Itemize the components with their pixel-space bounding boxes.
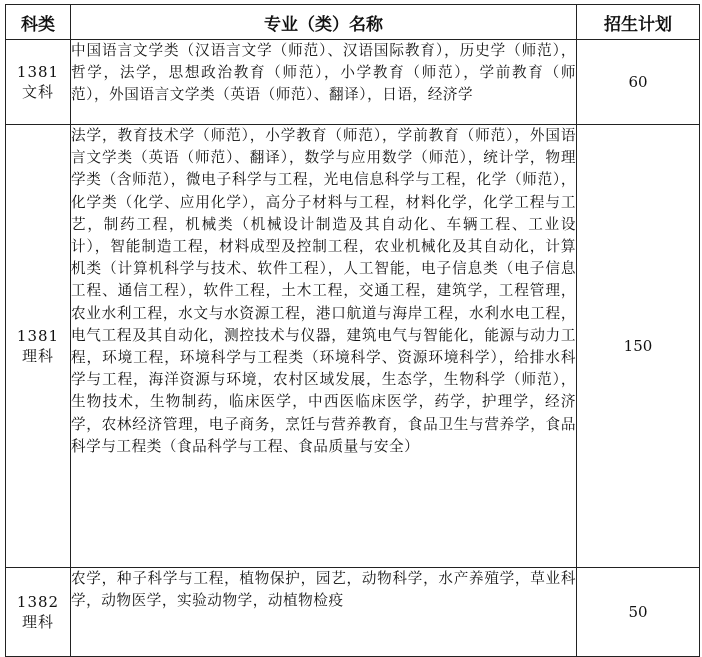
category-cell	[6, 40, 71, 125]
table-row	[6, 125, 700, 568]
majors-cell: 农学，种子科学与工程，植物保护，园艺，动物科学，水产养殖学，草业科学，动物医学，实验动物学，动植物检疫	[71, 568, 577, 657]
category-name: 文科	[21, 83, 54, 101]
category-cell	[6, 125, 71, 568]
header-major: 专业（类）名称	[71, 5, 577, 40]
category-cell	[6, 568, 71, 657]
plan-cell: 60	[577, 40, 700, 125]
category-name: 理科	[21, 347, 54, 365]
category-code: 1381	[16, 63, 60, 81]
plan-cell: 150	[577, 125, 700, 568]
plan-cell: 50	[577, 568, 700, 657]
enrollment-plan-table	[5, 4, 700, 657]
header-row	[6, 5, 700, 40]
category-code: 1382	[16, 593, 60, 611]
header-plan: 招生计划	[577, 5, 700, 40]
table-row	[6, 40, 700, 125]
category-code: 1381	[16, 327, 60, 345]
majors-cell: 中国语言文学类（汉语言文学（师范）、汉语国际教育），历史学（师范），哲学，法学，思想政治教育（师范），小学教育（师范），学前教育（师范），外国语言文学类（英语（师范）、翻译），日语，经济学	[71, 40, 577, 125]
category-name: 理科	[21, 613, 54, 631]
table-row	[6, 568, 700, 657]
header-category: 科类	[6, 5, 71, 40]
majors-cell: 法学，教育技术学（师范），小学教育（师范），学前教育（师范），外国语言文学类（英语（师范）、翻译），数学与应用数学（师范），统计学，物理学类（含师范），微电子科学与工程，光电信息科学与工程，化学（师范），化学类（化学、应用化学），高分子材料与工程，材料化学，化学工程与工艺，制药工程，机械类（机械设计制造及其自动化、车辆工程、工业设计），智能制造工程，材料成型及控制工程，农业机械化及其自动化，计算机类（计算机科学与技术、软件工程），人工智能，电子信息类（电子信息工程、通信工程），软件工程，土木工程，交通工程，建筑学，工程管理，农业水利工程，水文与水资源工程，港口航道与海岸工程，水利水电工程，电气工程及其自动化，测控技术与仪器，建筑电气与智能化，能源与动力工程，环境工程，环境科学与工程类（环境科学、资源环境科学），给排水科学与工程，海洋资源与环境，农村区域发展，生态学，生物科学（师范），生物技术，生物制药，临床医学，中西医临床医学，药学，护理学，经济学，农林经济管理，电子商务，烹饪与营养教育，食品卫生与营养学，食品科学与工程类（食品科学与工程、食品质量与安全）	[71, 125, 577, 568]
